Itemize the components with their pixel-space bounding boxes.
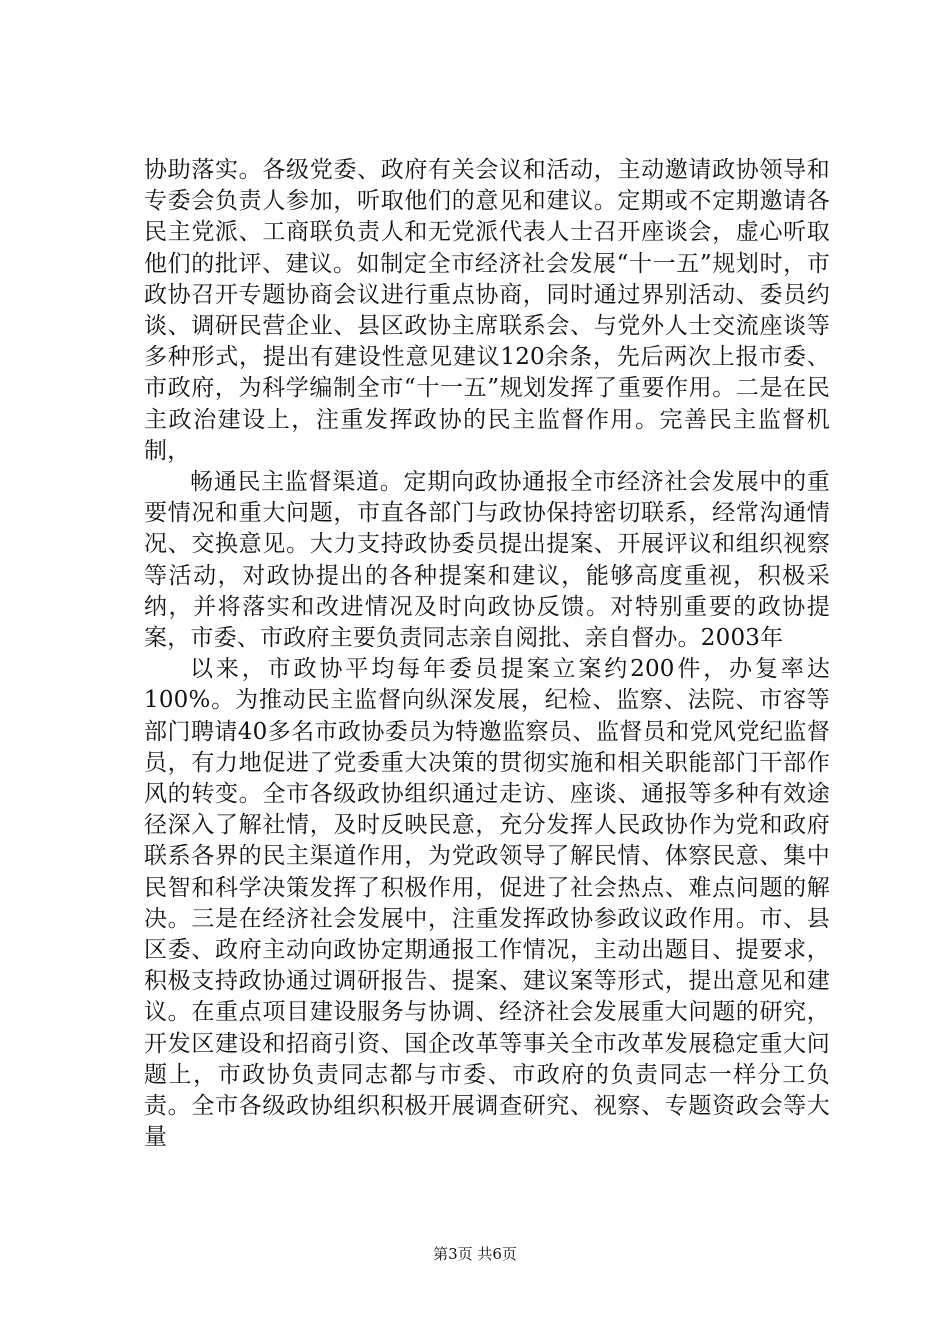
paragraph-2: 畅通民主监督渠道。定期向政协通报全市经济社会发展中的重要情况和重大问题，市直各部门与政协保持密切联系，经常沟通情况、交换意见。大力支持政协委员提出提案、开展评议和组织视察等活动，对政协提出的各种提案和建议，能够高度重视，积极采纳，并将落实和改进情况及时向政协反馈。对特别重要的政协提案，市委、市政府主要负责同志亲自阅批、亲自督办。2003年 bbox=[144, 469, 830, 652]
body-text bbox=[144, 155, 830, 1154]
paragraph-1: 协助落实。各级党委、政府有关会议和活动，主动邀请政协领导和专委会负责人参加，听取他们的意见和建议。定期或不定期邀请各民主党派、工商联负责人和无党派代表人士召开座谈会，虚心听取他们的批评、建议。如制定全市经济社会发展“十一五”规划时，市政协召开专题协商会议进行重点协商，同时通过界别活动、委员约谈、调研民营企业、县区政协主席联系会、与党外人士交流座谈等多种形式，提出有建设性意见建议120余条，先后两次上报市委、市政府，为科学编制全市“十一五”规划发挥了重要作用。二是在民主政治建设上，注重发挥政协的民主监督作用。完善民主监督机制， bbox=[144, 157, 830, 464]
paragraph-3: 以来，市政协平均每年委员提案立案约200件，办复率达100%。为推动民主监督向纵深发展，纪检、监察、法院、市容等部门聘请40多名市政协委员为特邀监察员、监督员和党风党纪监督员，有力地促进了党委重大决策的贯彻实施和相关职能部门干部作风的转变。全市各级政协组织通过走访、座谈、通报等多种有效途径深入了解社情，及时反映民意，充分发挥人民政协作为党和政府联系各界的民主渠道作用，为党政领导了解民情、体察民意、集中民智和科学决策发挥了积极作用，促进了社会热点、难点问题的解决。三是在经济社会发展中，注重发挥政协参政议政作用。市、县区委、政府主动向政协定期通报工作情况，主动出题目、提要求，积极支持政协通过调研报告、提案、建议案等形式，提出意见和建议。在重点项目建设服务与协调、经济社会发展重大问题的研究，开发区建设和招商引资、国企改革等事关全市改革发展稳定重大问题上，市政协负责同志都与市委、市政府的负责同志一样分工负责。全市各级政协组织积极开展调查研究、视察、专题资政会等大量 bbox=[144, 656, 830, 1151]
page-footer: 第3页 共6页 bbox=[433, 1245, 517, 1263]
